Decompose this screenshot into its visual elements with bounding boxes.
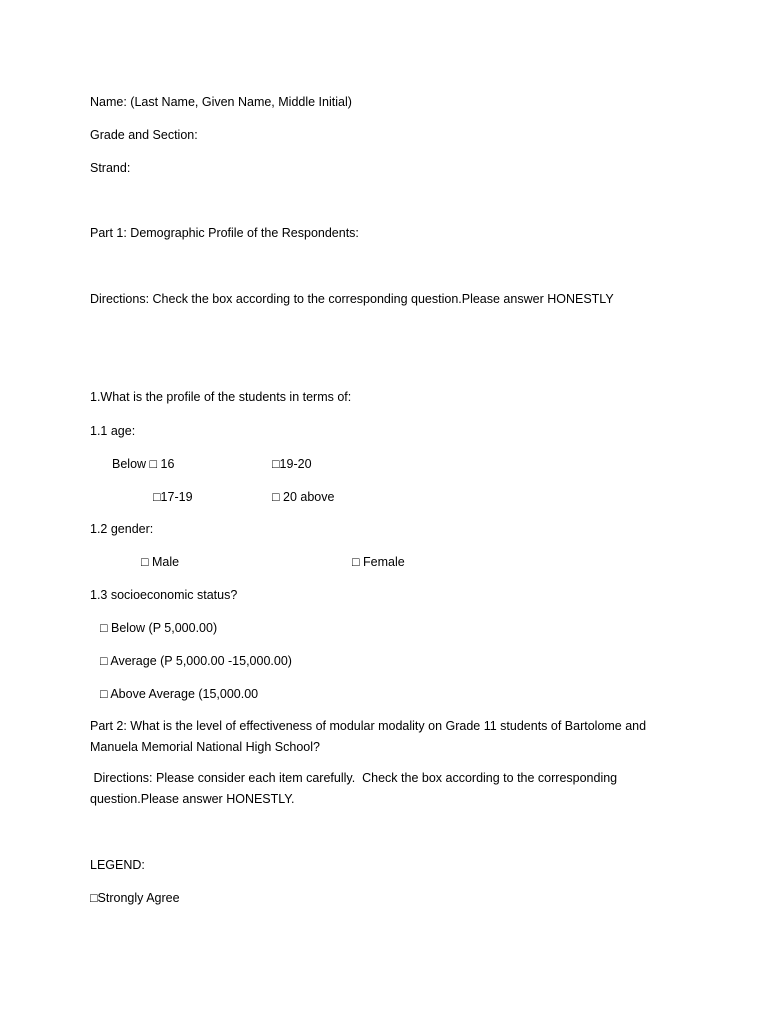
socioeconomic-option-average[interactable]: □ Average (P 5,000.00 -15,000.00) <box>100 654 292 668</box>
part2-directions: Directions: Please consider each item carefully. Check the box according to the corresponding question.Please answer HONESTLY. <box>90 771 621 806</box>
gender-label: 1.2 gender: <box>90 522 154 536</box>
part1-directions: Directions: Check the box according to the corresponding question.Please answer HONESTLY <box>90 292 614 306</box>
grade-section-label: Grade and Section: <box>90 128 198 142</box>
socioeconomic-option-below[interactable]: □ Below (P 5,000.00) <box>100 621 218 635</box>
name-label: Name: (Last Name, Given Name, Middle Initial) <box>90 95 352 109</box>
age-label: 1.1 age: <box>90 424 136 438</box>
legend-item-strongly-agree[interactable]: □Strongly Agree <box>90 891 180 905</box>
part1-title: Part 1: Demographic Profile of the Respondents: <box>90 226 359 240</box>
socioeconomic-label: 1.3 socioeconomic status? <box>90 588 238 602</box>
age-option-below-16[interactable]: Below □ 16 <box>112 457 175 471</box>
gender-option-female[interactable]: □ Female <box>352 555 405 569</box>
part2-title: Part 2: What is the level of effectiveness of modular modality on Grade 11 students of Bartolome and Manuela Memorial National High School? <box>90 719 647 754</box>
legend-label: LEGEND: <box>90 858 145 872</box>
gender-option-male[interactable]: □ Male <box>141 555 180 569</box>
age-option-20-above[interactable]: □ 20 above <box>272 490 335 504</box>
strand-label: Strand: <box>90 161 131 175</box>
age-option-19-20[interactable]: □19-20 <box>272 457 312 471</box>
age-option-17-19[interactable]: □17-19 <box>153 490 193 504</box>
question-1: 1.What is the profile of the students in terms of: <box>90 390 352 404</box>
socioeconomic-option-above-average[interactable]: □ Above Average (15,000.00 <box>100 687 259 701</box>
